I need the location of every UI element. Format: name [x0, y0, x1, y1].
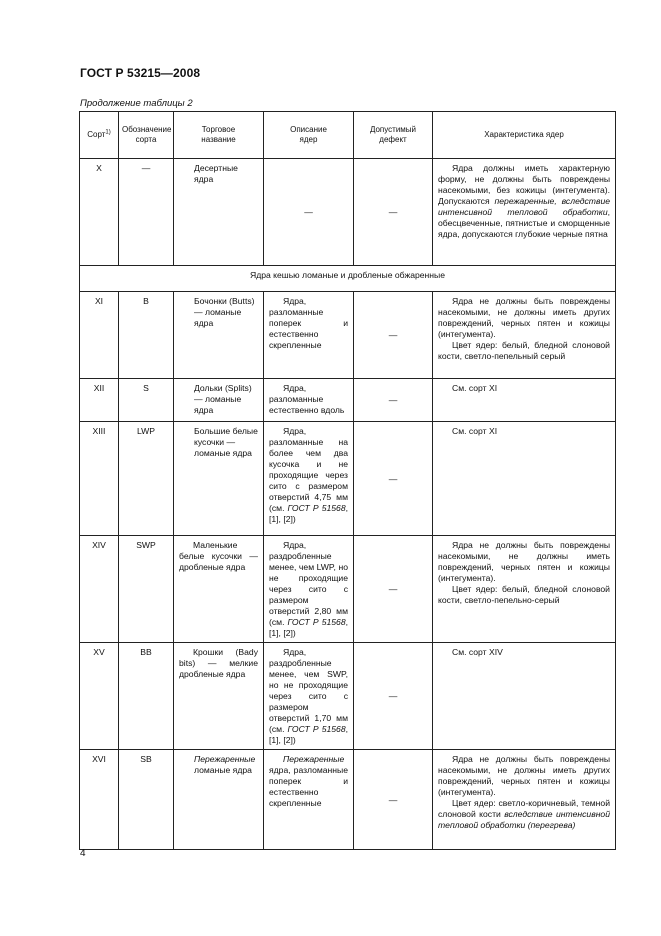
defect-cell: —: [354, 159, 433, 266]
grade-cell: XI: [80, 292, 119, 379]
table-row: [80, 536, 616, 643]
defect-cell: —: [354, 750, 433, 850]
table-row: [80, 292, 616, 379]
trade-name-cell: Десертные ядра: [174, 159, 264, 266]
code-cell: BB: [119, 643, 174, 750]
grade-cell: XII: [80, 379, 119, 422]
table-row: [80, 643, 616, 750]
characteristic-cell: См. сорт XI: [433, 422, 616, 536]
grade-cell: XIV: [80, 536, 119, 643]
defect-cell: —: [354, 379, 433, 422]
code-cell: B: [119, 292, 174, 379]
header-defect: Допустимый дефект: [354, 112, 433, 159]
grade-cell: XVI: [80, 750, 119, 850]
page-number: 4: [80, 848, 86, 859]
description-cell: Ядра, разломанные поперек и естественно скрепленные: [264, 292, 354, 379]
table-row: [80, 159, 616, 266]
section-row: [80, 266, 616, 292]
characteristic-cell: Ядра должны иметь характерную форму, не должны быть повреждены насекомыми, без кожицы (интегумента). Допускаются пережаренные, вследствие интенсивной тепловой обработки, обесцвеченные, пятнистые и сморщенные ядра, допускаются глубокие черные пятна: [433, 159, 616, 266]
defect-cell: —: [354, 536, 433, 643]
description-cell: Ядра, разломанные на более чем два кусочка и не проходящие через сито с размером отверстий 4,75 мм (см. ГОСТ Р 51568, [1], [2]): [264, 422, 354, 536]
header-characteristic: Характеристика ядер: [433, 112, 616, 159]
characteristic-cell: Ядра не должны быть повреждены насекомыми, не должны иметь других повреждений, черных пятен и кожицы (интегумента). Цвет ядер: светло-коричневый, темной слоновой кости вследствие интенсивной тепловой обработки (перегрева): [433, 750, 616, 850]
trade-name-cell: Большие белые кусочки — ломаные ядра: [174, 422, 264, 536]
grade-cell: XIII: [80, 422, 119, 536]
characteristic-cell: Ядра не должны быть повреждены насекомыми, не должны иметь других повреждений, черных пятен и кожицы (интегумента). Цвет ядер: белый, бледной слоновой кости, светло-пепельный серый: [433, 292, 616, 379]
trade-name-cell: Маленькие белые кусочки — дробленые ядра: [174, 536, 264, 643]
description-cell: Ядра, раздробленные менее, чем LWP, но не проходящие через сито с размером отверстий 2,80 мм (см. ГОСТ Р 51568, [1], [2]): [264, 536, 354, 643]
header-designation: Обозначение сорта: [119, 112, 174, 159]
code-cell: —: [119, 159, 174, 266]
header-description: Описание ядер: [264, 112, 354, 159]
characteristic-cell: См. сорт XI: [433, 379, 616, 422]
code-cell: S: [119, 379, 174, 422]
code-cell: SB: [119, 750, 174, 850]
table-header-row: [80, 112, 616, 159]
defect-cell: —: [354, 292, 433, 379]
code-cell: LWP: [119, 422, 174, 536]
header-grade: Сорт$^{1)}$: [80, 112, 119, 159]
description-cell: Пережаренные ядра, разломанные поперек и естественно скрепленные: [264, 750, 354, 850]
grade-cell: XV: [80, 643, 119, 750]
grade-cell: X: [80, 159, 119, 266]
trade-name-cell: Пережаренные ломаные ядра: [174, 750, 264, 850]
code-cell: SWP: [119, 536, 174, 643]
trade-name-cell: Дольки (Splits) — ломаные ядра: [174, 379, 264, 422]
description-cell: —: [264, 159, 354, 266]
description-cell: Ядра, раздробленные менее, чем SWP, но не проходящие через сито с размером отверстий 1,70 мм (см. ГОСТ Р 51568, [1], [2]): [264, 643, 354, 750]
table-row: [80, 379, 616, 422]
table-row: [80, 750, 616, 850]
description-cell: Ядра, разломанные естественно вдоль: [264, 379, 354, 422]
defect-cell: —: [354, 422, 433, 536]
defect-cell: —: [354, 643, 433, 750]
trade-name-cell: Бочонки (Butts) — ломаные ядра: [174, 292, 264, 379]
characteristic-cell: См. сорт XIV: [433, 643, 616, 750]
table-caption: Продолжение таблицы 2: [80, 98, 193, 109]
trade-name-cell: Крошки (Bady bits) — мелкие дробленые ядра: [174, 643, 264, 750]
kernel-grades-table: [79, 111, 616, 850]
document-header: ГОСТ Р 53215—2008: [80, 66, 201, 80]
table-row: [80, 422, 616, 536]
header-trade-name: Торговое название: [174, 112, 264, 159]
characteristic-cell: Ядра не должны быть повреждены насекомыми, не должны иметь повреждений, черных пятен и кожицы (интегумента). Цвет ядер: белый, бледной слоновой кости, светло-пепельно-серый: [433, 536, 616, 643]
section-title: Ядра кешью ломаные и дробленые обжаренные: [80, 266, 616, 292]
